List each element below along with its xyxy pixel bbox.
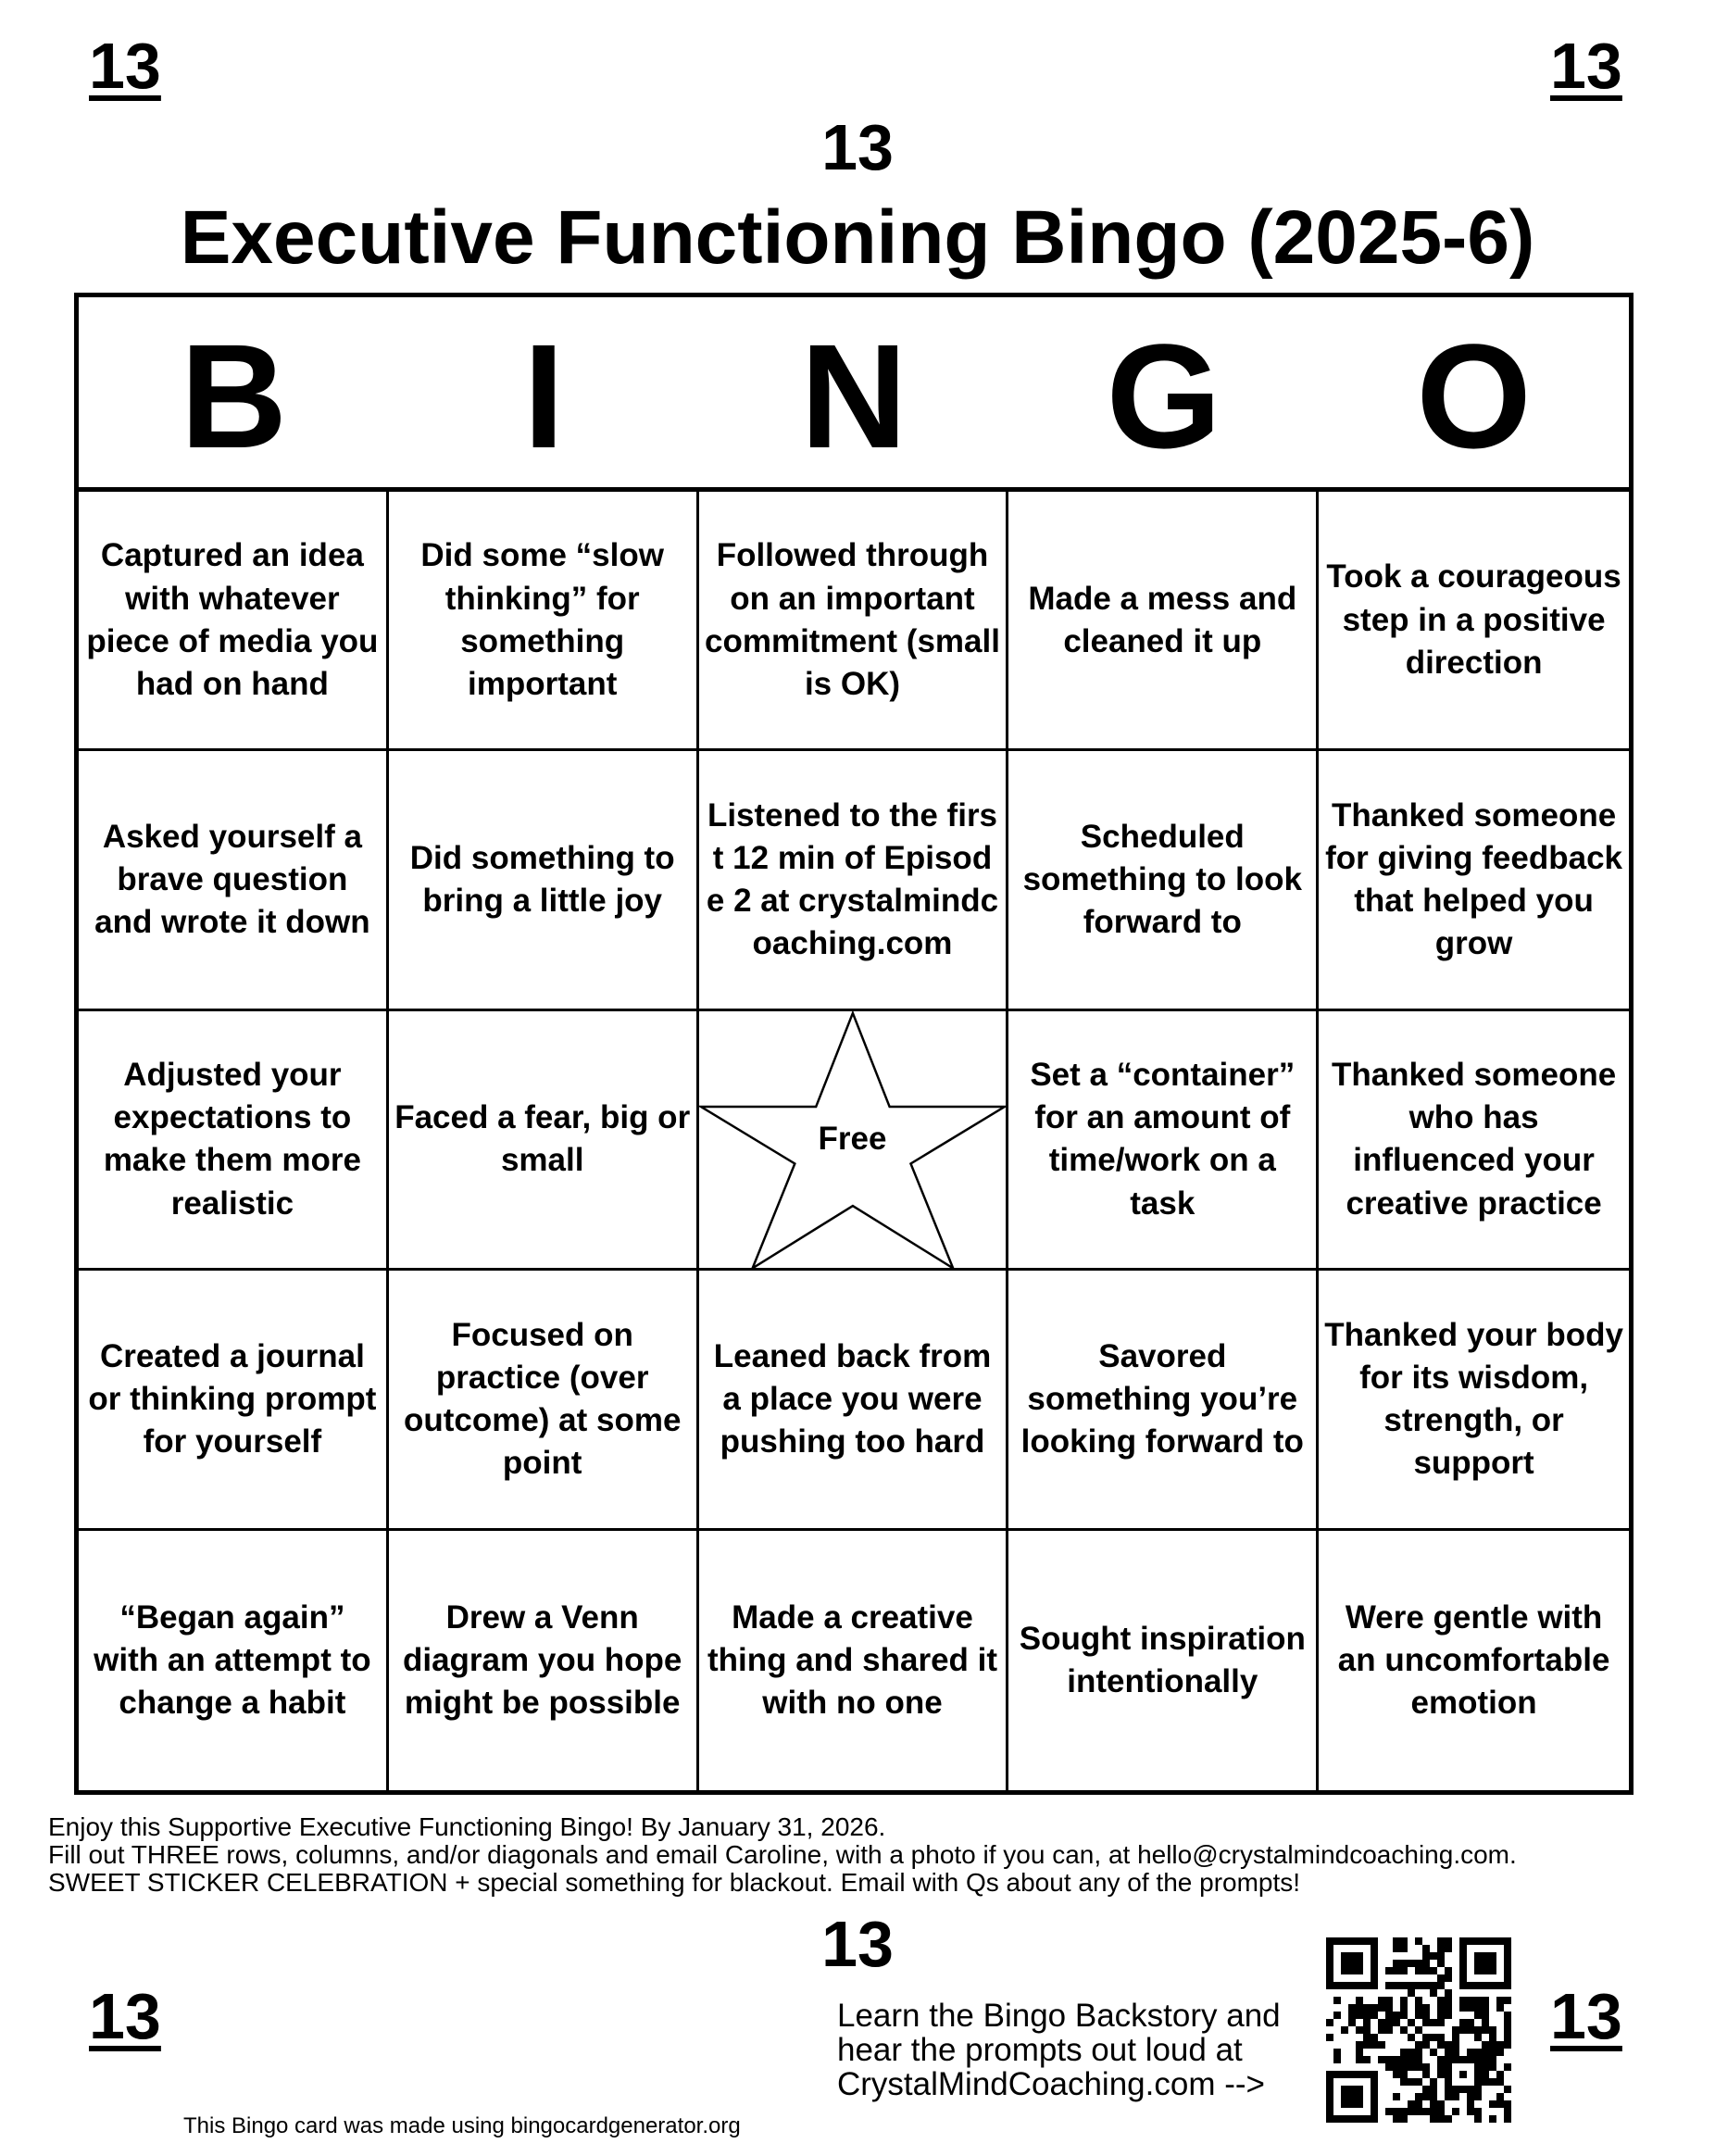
card-number-bottom: 13 (821, 1908, 894, 1980)
backstory-link[interactable]: CrystalMindCoaching.com --> (837, 2066, 1265, 2102)
bingo-cell-r2c3[interactable]: Listened to the first 12 min of Episode 2 at crystalmindcoaching.com (699, 751, 1009, 1010)
page-title: Executive Functioning Bingo (2025-6) (180, 195, 1535, 280)
backstory-line-1: Learn the Bingo Backstory and (837, 1998, 1281, 2034)
header-letter-n: N (800, 312, 908, 479)
corner-number-bottom-left: 13 (89, 1980, 161, 2052)
free-space[interactable] (699, 1011, 1009, 1271)
instructions (48, 1813, 1517, 1897)
corner-number-top-left: 13 (89, 30, 161, 102)
bingo-card (74, 293, 1634, 1795)
bingo-cell-r3c2[interactable]: Faced a fear, big or small (389, 1011, 699, 1271)
bingo-cell-r1c5[interactable]: Took a courageous step in a positive direction (1319, 492, 1629, 751)
instructions-line-2: Fill out THREE rows, columns, and/or diagonals and email Caroline, with a photo if you can, at hello@crystalmindcoaching.com. (48, 1840, 1517, 1869)
bingo-cell-r3c5[interactable]: Thanked someone who has influenced your creative practice (1319, 1011, 1629, 1271)
backstory-line-2: hear the prompts out loud at (837, 2032, 1243, 2068)
generator-credit: This Bingo card was made using bingocardgenerator.org (183, 2113, 741, 2138)
header-letter-o: O (1416, 312, 1532, 479)
bingo-cell-r2c5[interactable]: Thanked someone for giving feedback that helped you grow (1319, 751, 1629, 1010)
bingo-cell-r4c4[interactable]: Savored something you’re looking forward to (1008, 1271, 1319, 1530)
bingo-cell-r1c1[interactable]: Captured an idea with whatever piece of media you had on hand (79, 492, 389, 751)
bingo-cell-r1c2[interactable]: Did some “slow thinking” for something important (389, 492, 699, 751)
bingo-cell-r4c5[interactable]: Thanked your body for its wisdom, strength, or support (1319, 1271, 1629, 1530)
bingo-cell-r2c4[interactable]: Scheduled something to look forward to (1008, 751, 1319, 1010)
bingo-cell-r5c4[interactable]: Sought inspiration intentionally (1008, 1531, 1319, 1790)
instructions-line-3: SWEET STICKER CELEBRATION + special something for blackout. Email with Qs about any of the prompts! (48, 1868, 1301, 1897)
backstory-note (837, 1999, 1281, 2101)
bingo-cell-r4c3[interactable]: Leaned back from a place you were pushing too hard (699, 1271, 1009, 1530)
bingo-cell-r4c1[interactable]: Created a journal or thinking prompt for yourself (79, 1271, 389, 1530)
header-letter-g: G (1106, 312, 1222, 479)
bingo-cell-r1c3[interactable]: Followed through on an important commitment (small is OK) (699, 492, 1009, 751)
bingo-header (79, 297, 1629, 492)
header-letter-i: I (522, 312, 565, 479)
corner-number-top-right: 13 (1550, 30, 1622, 102)
free-label: Free (818, 1121, 887, 1158)
card-number-top: 13 (821, 111, 894, 183)
bingo-cell-r5c2[interactable]: Drew a Venn diagram you hope might be possible (389, 1531, 699, 1790)
bingo-cell-r5c3[interactable]: Made a creative thing and shared it with no one (699, 1531, 1009, 1790)
bingo-cell-r3c1[interactable]: Adjusted your expectations to make them more realistic (79, 1011, 389, 1271)
bingo-cell-r2c1[interactable]: Asked yourself a brave question and wrote it down (79, 751, 389, 1010)
bingo-cell-r5c1[interactable]: “Began again” with an attempt to change a habit (79, 1531, 389, 1790)
header-letter-b: B (180, 312, 288, 479)
bingo-cell-r5c5[interactable]: Were gentle with an uncomfortable emotion (1337, 1598, 1610, 1721)
instructions-line-1: Enjoy this Supportive Executive Functioning Bingo! By January 31, 2026. (48, 1812, 886, 1841)
corner-number-bottom-right: 13 (1550, 1980, 1622, 2052)
bingo-cell-r2c2[interactable]: Did something to bring a little joy (389, 751, 699, 1010)
bingo-cell-r4c2[interactable]: Focused on practice (over outcome) at some point (389, 1271, 699, 1530)
bingo-cell-r3c4[interactable]: Set a “container” for an amount of time/work on a task (1008, 1011, 1319, 1271)
bingo-cell-r1c4[interactable]: Made a mess and cleaned it up (1008, 492, 1319, 751)
qr-code-icon[interactable] (1326, 1937, 1511, 2123)
bingo-grid (79, 492, 1629, 1790)
